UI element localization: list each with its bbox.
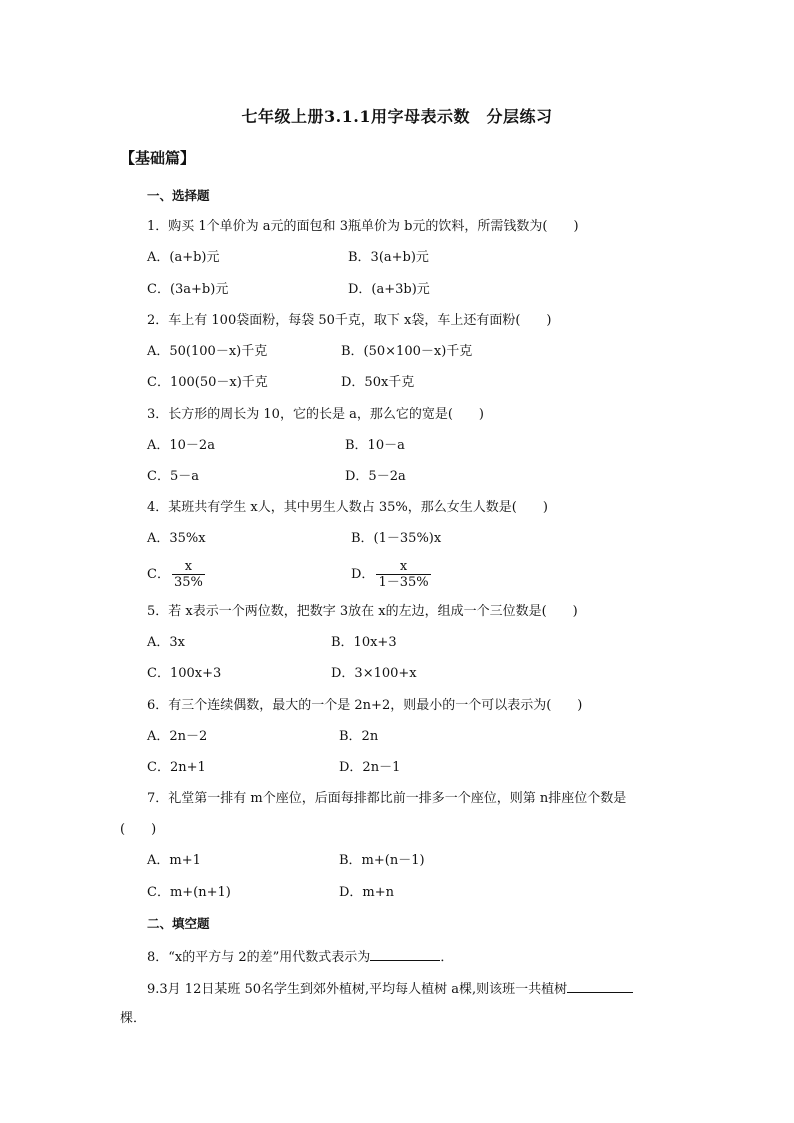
question-4-option-a: A．35%x	[147, 531, 206, 546]
fraction-c-numerator: x	[172, 559, 205, 575]
question-7-option-c: C．m+(n+1)	[147, 885, 231, 900]
question-7-option-d: D．m+n	[339, 885, 395, 900]
question-4-option-d-label: D．	[351, 567, 375, 582]
fraction-d-denominator: 1－35%	[378, 575, 429, 590]
fraction-c-denominator: 35%	[173, 575, 203, 590]
part-choice-heading: 一、选择题	[147, 188, 210, 203]
question-7-option-a: A．m+1	[147, 853, 201, 868]
question-3-option-a: A．10－2a	[147, 438, 215, 453]
question-7-stem: 7．礼堂第一排有 m个座位，后面每排都比前一排多一个座位，则第 n排座位个数是	[147, 791, 627, 806]
question-1-option-c: C．(3a+b)元	[147, 282, 229, 297]
question-6-option-d: D．2n－1	[339, 760, 401, 775]
question-8	[147, 948, 453, 966]
question-3-stem: 3．长方形的周长为 10，它的长是 a，那么它的宽是( )	[147, 407, 484, 422]
question-3-option-c: C．5－a	[147, 469, 199, 484]
question-4-option-c-label: C．	[147, 567, 170, 582]
question-4-option-b: B．(1－35%)x	[351, 531, 442, 546]
question-7-option-b: B．m+(n－1)	[339, 853, 425, 868]
question-2-option-d: D．50x千克	[341, 375, 415, 390]
section-heading: 【基础篇】	[120, 149, 196, 167]
part-fill-heading: 二、填空题	[147, 916, 210, 931]
answer-blank-9[interactable]	[567, 980, 633, 993]
question-5-option-b: B．10x+3	[331, 635, 397, 650]
question-8-stem: 8．“x的平方与 2的差”用代数式表示为	[147, 950, 371, 965]
question-1-option-b: B．3(a+b)元	[348, 250, 429, 265]
question-3-option-b: B．10－a	[345, 438, 405, 453]
question-4-option-c	[147, 559, 205, 590]
question-5-option-a: A．3x	[147, 635, 185, 650]
question-2-option-a: A．50(100－x)千克	[147, 344, 268, 359]
fraction-d-numerator: x	[376, 559, 430, 575]
question-9-stem-continued: 棵．	[120, 1011, 147, 1026]
question-7-stem-continued: ( )	[120, 822, 157, 837]
question-1-option-d: D．(a+3b)元	[348, 282, 430, 297]
question-2-option-c: C．100(50－x)千克	[147, 375, 268, 390]
question-8-end: ．	[440, 950, 454, 965]
question-6-stem: 6．有三个连续偶数，最大的一个是 2n+2，则最小的一个可以表示为( )	[147, 698, 583, 713]
question-2-stem: 2．车上有 100袋面粉，每袋 50千克，取下 x袋，车上还有面粉( )	[147, 313, 552, 328]
question-2-option-b: B．(50×100－x)千克	[341, 344, 473, 359]
question-6-option-a: A．2n－2	[147, 729, 208, 744]
question-9-stem: 9.3月 12日某班 50名学生到郊外植树,平均每人植树 a棵,则该班一共植树	[147, 982, 568, 997]
question-6-option-c: C．2n+1	[147, 760, 206, 775]
page-title: 七年级上册3.1.1用字母表示数 分层练习	[241, 107, 553, 126]
question-4-stem: 4．某班共有学生 x人，其中男生人数占 35%，那么女生人数是( )	[147, 500, 548, 515]
fraction-c	[172, 559, 205, 590]
answer-blank-8[interactable]	[370, 948, 440, 961]
question-1-stem: 1．购买 1个单价为 a元的面包和 3瓶单价为 b元的饮料，所需钱数为( )	[147, 219, 579, 234]
question-9	[147, 980, 633, 998]
question-5-stem: 5．若 x表示一个两位数，把数字 3放在 x的左边，组成一个三位数是( )	[147, 604, 578, 619]
fraction-d	[376, 559, 430, 590]
question-5-option-d: D．3×100+x	[331, 666, 417, 681]
question-6-option-b: B．2n	[339, 729, 379, 744]
question-4-option-d	[351, 559, 431, 590]
question-1-option-a: A．(a+b)元	[147, 250, 220, 265]
question-5-option-c: C．100x+3	[147, 666, 222, 681]
question-3-option-d: D．5－2a	[345, 469, 406, 484]
